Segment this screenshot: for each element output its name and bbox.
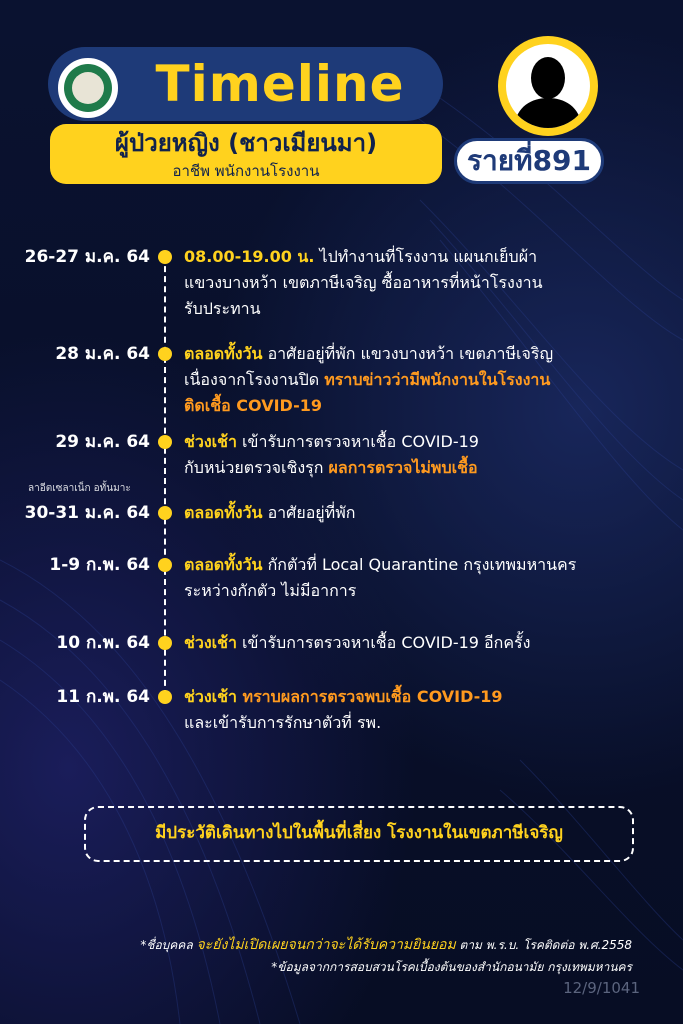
timeline-entry	[184, 341, 654, 419]
footnote-text: ตาม พ.ร.บ. โรคติดต่อ พ.ศ.2558	[455, 938, 632, 952]
timeline-date: 11 ก.พ. 64	[56, 687, 150, 707]
timeline-entry	[184, 684, 654, 736]
timeline-dot	[158, 347, 172, 361]
timeline-entry	[184, 630, 654, 656]
entry-line	[184, 341, 654, 367]
footnote-privacy	[20, 936, 632, 954]
entry-text: อาศัยอยู่ที่พัก แขวงบางหว้า เขตภาษีเจริญ	[262, 344, 554, 363]
entry-line: แขวงบางหว้า เขตภาษีเจริญ ซื้ออาหารที่หน้าโรงงาน	[184, 273, 543, 292]
entry-text: กักตัวที่ Local Quarantine กรุงเทพมหานคร	[262, 555, 577, 574]
logo-emblem	[72, 72, 104, 104]
entry-line	[184, 429, 654, 455]
entry-orange-text: ติดเชื้อ COVID-19	[184, 396, 323, 415]
risk-note: มีประวัติเดินทางไปในพื้นที่เสี่ยง โรงงานในเขตภาษีเจริญ	[155, 823, 563, 843]
entry-line	[184, 552, 654, 578]
footnote-highlight: จะยังไม่เปิดเผยจนกว่าจะได้รับความยินยอม	[196, 937, 456, 953]
timeline-date: 1-9 ก.พ. 64	[49, 555, 150, 575]
entry-text: เข้ารับการตรวจหาเชื้อ COVID-19 อีกครั้ง	[236, 633, 531, 652]
timeline-date: 10 ก.พ. 64	[56, 633, 150, 653]
footnote-text: *ชื่อบุคคล	[140, 938, 197, 952]
timeline-date: 30-31 ม.ค. 64	[24, 503, 150, 523]
entry-line: และเข้ารับการรักษาตัวที่ รพ.	[184, 713, 382, 732]
timeline-dot	[158, 250, 172, 264]
entry-line: ระหว่างกักตัว ไม่มีอาการ	[184, 581, 357, 600]
timeline-date: 28 ม.ค. 64	[55, 344, 150, 364]
logo-ring	[64, 64, 112, 112]
case-number-label: รายที่891	[466, 144, 592, 177]
timeline-date: 26-27 ม.ค. 64	[24, 247, 150, 267]
anonymous-person-icon	[506, 44, 590, 128]
entry-line	[184, 630, 654, 656]
avatar-frame	[506, 44, 590, 128]
entry-line: รับประทาน	[184, 299, 261, 318]
entry-line	[184, 367, 654, 393]
entry-text: เนื่องจากโรงงานปิด	[184, 370, 325, 389]
timeline-dot	[158, 558, 172, 572]
entry-orange-text: ผลการตรวจไม่พบเชื้อ	[328, 458, 478, 477]
entry-text: อาศัยอยู่ที่พัก	[262, 503, 356, 522]
timeline-entry	[184, 429, 654, 481]
footnote-source: *ข้อมูลจากการสอบสวนโรคเบื้องต้นของสำนักอนามัย กรุงเทพมหานคร	[271, 960, 632, 974]
timeline-dot	[158, 506, 172, 520]
patient-occupation: อาชีพ พนักงานโรงงาน	[172, 162, 320, 180]
entry-highlight: ตลอดทั้งวัน	[184, 503, 263, 522]
entry-highlight: ช่วงเช้า	[184, 633, 237, 652]
entry-orange-text: ทราบข่าวว่ามีพนักงานในโรงงาน	[324, 370, 551, 389]
timeline-dot	[158, 435, 172, 449]
entry-text: กับหน่วยตรวจเชิงรุก	[184, 458, 329, 477]
timeline-dot	[158, 636, 172, 650]
entry-line	[184, 244, 654, 270]
entry-text: ไปทำงานที่โรงงาน แผนกเย็บผ้า	[314, 247, 538, 266]
entry-orange-text: ทราบผลการตรวจพบเชื้อ COVID-19	[236, 687, 503, 706]
entry-highlight: ตลอดทั้งวัน	[184, 344, 263, 363]
entry-line	[184, 500, 654, 526]
timeline-entry	[184, 500, 654, 526]
timeline-entry	[184, 552, 654, 604]
entry-highlight: ตลอดทั้งวัน	[184, 555, 263, 574]
timeline-entry	[184, 244, 654, 322]
entry-text: เข้ารับการตรวจหาเชื้อ COVID-19	[236, 432, 479, 451]
timeline-dot	[158, 690, 172, 704]
entry-highlight: ช่วงเช้า	[184, 432, 237, 451]
entry-highlight: 08.00-19.00 น.	[184, 247, 315, 266]
bangkok-seal-logo	[55, 55, 121, 121]
date-stamp: 12/9/1041	[563, 979, 640, 997]
avatar	[498, 36, 598, 136]
entry-line	[184, 455, 654, 481]
timeline-date: 29 ม.ค. 64	[55, 432, 150, 452]
timeline-line	[164, 256, 166, 696]
stray-text: ลาอีตเซลาเน็ก อทั้นมาะ	[28, 483, 131, 494]
entry-line	[184, 684, 654, 710]
page-title: Timeline	[155, 55, 405, 113]
entry-highlight: ช่วงเช้า	[184, 687, 237, 706]
patient-description: ผู้ป่วยหญิง (ชาวเมียนมา)	[114, 129, 378, 157]
